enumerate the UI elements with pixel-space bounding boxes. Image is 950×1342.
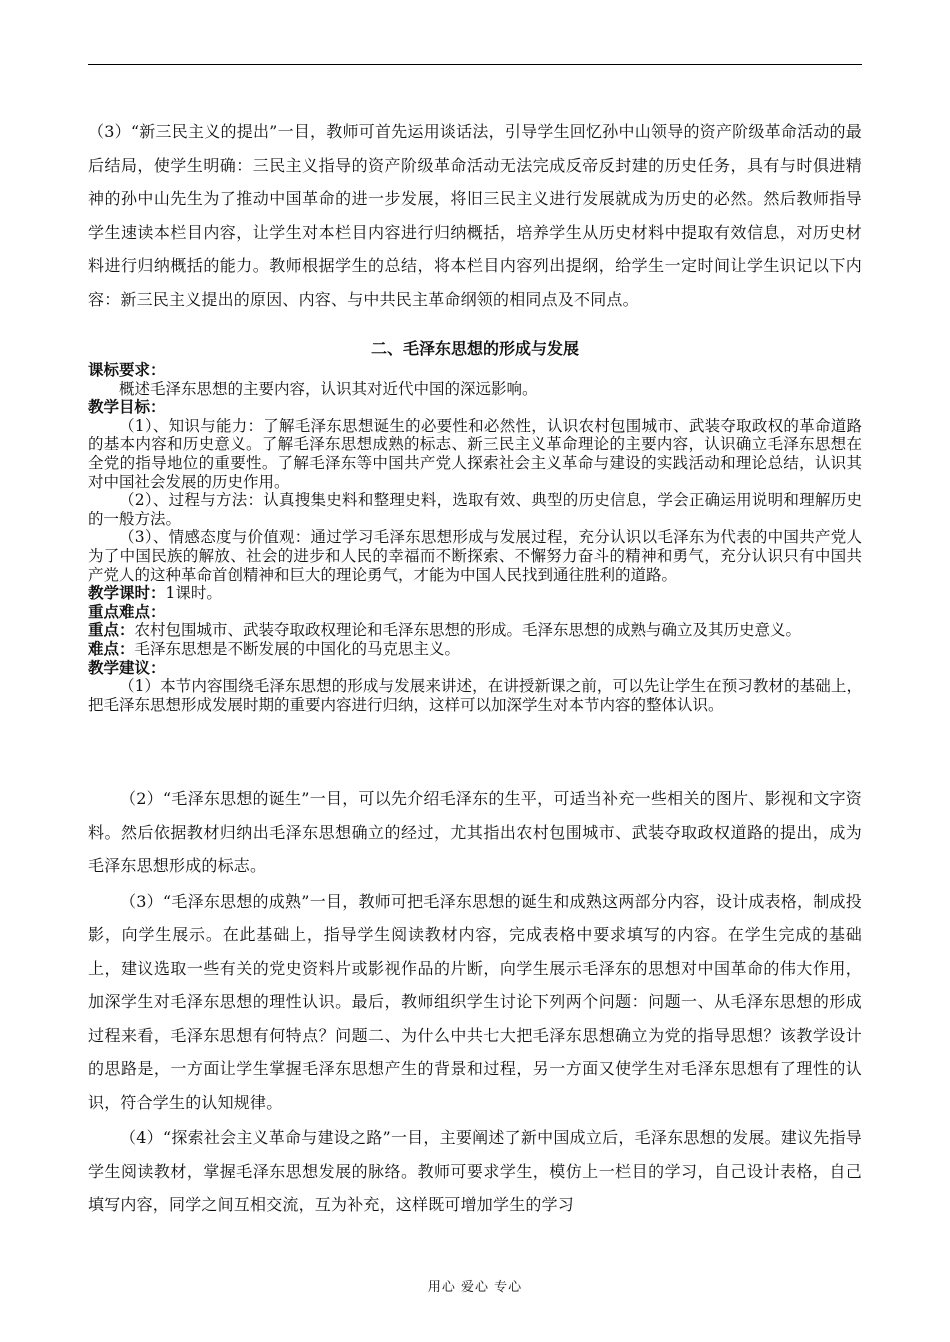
focus-label: 重点：: [88, 620, 135, 640]
standards-block: [88, 361, 862, 398]
header-rule: [88, 64, 862, 65]
suggestions-label: 教学建议：: [88, 657, 166, 677]
suggestions-head: [88, 659, 862, 715]
difficulty-label: 难点：: [88, 638, 135, 658]
difficulty-text: 毛泽东思想是不断发展的中国化的马克思主义。: [134, 639, 461, 658]
section-2: [88, 339, 862, 714]
objectives-label: 教学目标：: [88, 397, 166, 417]
objective-item: （1）、知识与能力：了解毛泽东思想诞生的必要性和必然性，认识农村包围城市、武装夺取政权的革命道路的基本内容和历史意义。了解毛泽东思想成熟的标志、新三民主义革命理论的主要内容，认识确立毛泽东思想在全党的指导地位的重要性。了解毛泽东等中国共产党人探索社会主义革命与建设的实践活动和理论总结，认识其对中国社会发展的历史作用。: [88, 416, 862, 491]
objective-item: （3）、情感态度与价值观：通过学习毛泽东思想形成与发展过程，充分认识以毛泽东为代表的中国共产党人为了中国民族的解放、社会的进步和人民的幸福而不断探索、不懈努力奋斗的精神和勇气，充分认识只有中国共产党人的这种革命首创精神和巨大的理论勇气，才能为中国人民找到通往胜利的道路。: [88, 528, 862, 584]
focus-text: 农村包围城市、武装夺取政权理论和毛泽东思想的形成。毛泽东思想的成熟与确立及其历史意义。: [134, 621, 802, 640]
objectives-block: [88, 398, 862, 584]
key-points-label: 重点难点：: [88, 601, 166, 621]
key-points-block: [88, 603, 862, 659]
standards-label: 课标要求：: [88, 360, 166, 379]
section-title: 二、毛泽东思想的形成与发展: [370, 339, 579, 358]
hours-text: 1课时。: [165, 584, 222, 603]
hours-label: 教学课时：: [88, 583, 166, 603]
suggestion-item: （3）“毛泽东思想的成熟”一目，教师可把毛泽东思想的诞生和成熟这两部分内容，设计成表格，制成投影，向学生展示。在此基础上，指导学生阅读教材内容，完成表格中要求填写的内容。在学生完成的基础上，建议选取一些有关的党史资料片或影视作品的片断，向学生展示毛泽东的思想对中国革命的伟大作用，加深学生对毛泽东思想的理性认识。最后，教师组织学生讨论下列两个问题：问题一、从毛泽东思想的形成过程来看，毛泽东思想有何特点？问题二、为什么中共七大把毛泽东思想确立为党的指导思想？该教学设计的思路是，一方面让学生掌握毛泽东思想产生的背景和过程，另一方面又使学生对毛泽东思想有了理性的认识，符合学生的认知规律。: [88, 891, 862, 1112]
objective-item: （2）、过程与方法：认真搜集史料和整理史料，选取有效、典型的历史信息，学会正确运用说明和理解历史的一般方法。: [88, 491, 862, 528]
suggestion-item: （1）本节内容围绕毛泽东思想的形成与发展来讲述，在讲授新课之前，可以先让学生在预习教材的基础上，把毛泽东思想形成发展时期的重要内容进行归纳，这样可以加深学生对本节内容的整体认识。: [88, 677, 862, 714]
standards-text: 概述毛泽东思想的主要内容，认识其对近代中国的深远影响。: [119, 379, 538, 398]
intro-section: [88, 115, 862, 316]
intro-paragraph: （3）“新三民主义的提出”一目，教师可首先运用谈话法，引导学生回忆孙中山领导的资产阶级革命活动的最后结局，使学生明确：三民主义指导的资产阶级革命活动无法完成反帝反封建的历史任务，具有与时俱进精神的孙中山先生为了推动中国革命的进一步发展，将旧三民主义进行发展就成为历史的必然。然后教师指导学生速读本栏目内容，让学生对本栏目内容进行归纳概括，培养学生从历史材料中提取有效信息，对历史材料进行归纳概括的能力。教师根据学生的总结，将本栏目内容列出提纲，给学生一定时间让学生识记以下内容：新三民主义提出的原因、内容、与中共民主革命纲领的相同点及不同点。: [88, 122, 862, 309]
suggestion-item: （4）“探索社会主义革命与建设之路”一目，主要阐述了新中国成立后，毛泽东思想的发展。建议先指导学生阅读教材，掌握毛泽东思想发展的脉络。教师可要求学生，模仿上一栏目的学习，自己设计表格，自己填写内容，同学之间互相交流，互为补充，这样既可增加学生的学习: [88, 1128, 862, 1214]
suggestion-item: （2）“毛泽东思想的诞生”一目，可以先介绍毛泽东的生平，可适当补充一些相关的图片、影视和文字资料。然后依据教材归纳出毛泽东思想确立的经过，尤其指出农村包围城市、武装夺取政权道路的提出，成为毛泽东思想形成的标志。: [88, 789, 862, 875]
hours-block: [88, 584, 862, 603]
page-footer: 用心 爱心 专心: [427, 1280, 523, 1295]
suggestions-body: [88, 782, 862, 1222]
